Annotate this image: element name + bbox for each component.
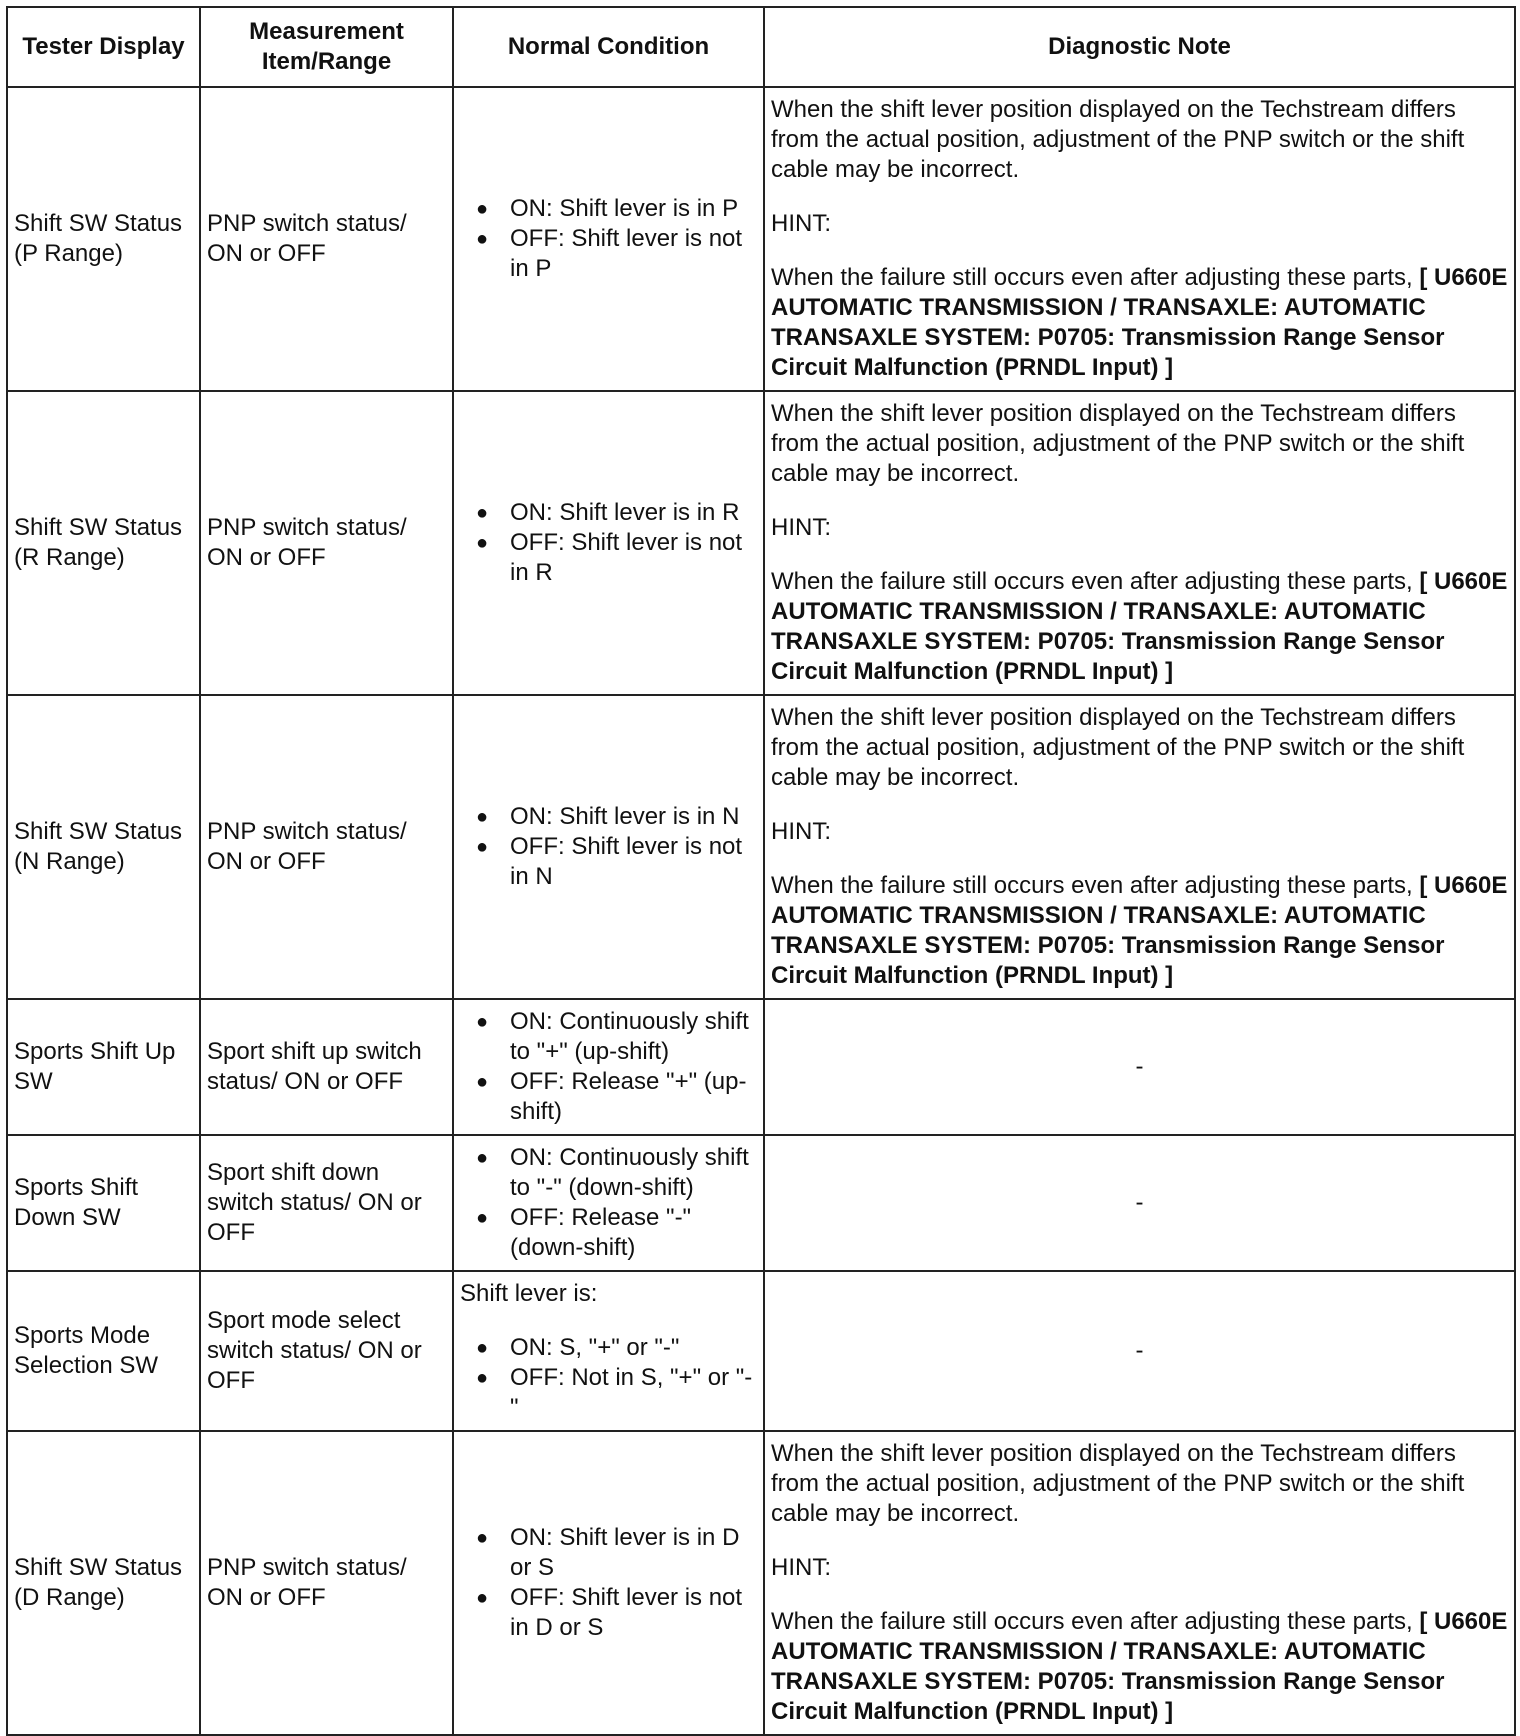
condition-item: ● OFF: Shift lever is not in D or S [460, 1583, 757, 1643]
table-row [7, 87, 1515, 391]
condition-item: ● ON: S, "+" or "-" [460, 1333, 757, 1363]
normal-condition-cell [453, 695, 764, 999]
condition-item: ● OFF: Not in S, "+" or "-" [460, 1363, 757, 1423]
note-intro: When the shift lever position displayed on the Techstream differs from the actual position, adjustment of the PNP switch or the shift cable may be incorrect. [771, 400, 1465, 487]
header-normal-condition: Normal Condition [453, 7, 764, 87]
normal-condition-cell [453, 999, 764, 1135]
tester-display-cell: Shift SW Status (R Range) [7, 391, 200, 695]
condition-item: ● OFF: Shift lever is not in N [460, 832, 757, 892]
table-row [7, 391, 1515, 695]
table-row [7, 695, 1515, 999]
normal-condition-cell [453, 391, 764, 695]
condition-item: ● OFF: Shift lever is not in R [460, 528, 757, 588]
normal-condition-cell [453, 1135, 764, 1271]
diagnostic-note-cell: - [764, 1135, 1515, 1271]
condition-item: ● OFF: Release "+" (up-shift) [460, 1067, 757, 1127]
tester-display-cell: Shift SW Status (P Range) [7, 87, 200, 391]
condition-item: ● ON: Shift lever is in N [460, 802, 757, 832]
diagnostic-note-cell [764, 1431, 1515, 1735]
diagnostic-note-cell [764, 391, 1515, 695]
condition-item: ● ON: Shift lever is in P [460, 194, 757, 224]
note-intro: When the shift lever position displayed on the Techstream differs from the actual position, adjustment of the PNP switch or the shift cable may be incorrect. [771, 1440, 1465, 1527]
condition-item: ● OFF: Release "-" (down-shift) [460, 1203, 757, 1263]
normal-condition-cell [453, 87, 764, 391]
normal-condition-cell [453, 1431, 764, 1735]
diagnostic-note-cell [764, 695, 1515, 999]
diagnostic-note-cell: - [764, 999, 1515, 1135]
tester-display-cell: Sports Mode Selection SW [7, 1271, 200, 1431]
tester-display-cell: Shift SW Status (D Range) [7, 1431, 200, 1735]
measurement-cell: PNP switch status/ ON or OFF [200, 1431, 453, 1735]
measurement-cell: PNP switch status/ ON or OFF [200, 391, 453, 695]
note-followup [771, 263, 1508, 383]
tester-display-cell: Sports Shift Down SW [7, 1135, 200, 1271]
measurement-cell: PNP switch status/ ON or OFF [200, 87, 453, 391]
note-reference-link[interactable]: [ U660E AUTOMATIC TRANSMISSION / TRANSAXLE: AUTOMATIC TRANSAXLE SYSTEM: P0705: Transmission Range Sensor Circuit Malfunction (PRNDL Input) ] [771, 568, 1508, 685]
data-list-table [6, 6, 1516, 1736]
table-row [7, 1431, 1515, 1735]
measurement-cell: Sport mode select switch status/ ON or OFF [200, 1271, 453, 1431]
condition-item: ● ON: Shift lever is in R [460, 498, 757, 528]
diagnostic-note-cell: - [764, 1271, 1515, 1431]
tester-display-cell: Sports Shift Up SW [7, 999, 200, 1135]
note-hint: HINT: [771, 818, 831, 845]
table-row [7, 999, 1515, 1135]
note-hint: HINT: [771, 210, 831, 237]
condition-item: ● ON: Shift lever is in D or S [460, 1523, 757, 1583]
note-reference-link[interactable]: [ U660E AUTOMATIC TRANSMISSION / TRANSAXLE: AUTOMATIC TRANSAXLE SYSTEM: P0705: Transmission Range Sensor Circuit Malfunction (PRNDL Input) ] [771, 1608, 1508, 1725]
diagnostic-note-cell [764, 87, 1515, 391]
table-row [7, 1271, 1515, 1431]
note-followup [771, 871, 1508, 991]
normal-condition-cell [453, 1271, 764, 1431]
header-row [7, 7, 1515, 87]
condition-intro: Shift lever is: [460, 1280, 598, 1307]
note-followup-text: When the failure still occurs even after adjusting these parts, [771, 1608, 1420, 1635]
note-followup-text: When the failure still occurs even after adjusting these parts, [771, 264, 1420, 291]
measurement-cell: Sport shift down switch status/ ON or OFF [200, 1135, 453, 1271]
note-hint: HINT: [771, 514, 831, 541]
header-diagnostic-note: Diagnostic Note [764, 7, 1515, 87]
condition-item: ● ON: Continuously shift to "+" (up-shift) [460, 1007, 757, 1067]
note-followup [771, 1607, 1508, 1727]
note-followup [771, 567, 1508, 687]
note-intro: When the shift lever position displayed on the Techstream differs from the actual position, adjustment of the PNP switch or the shift cable may be incorrect. [771, 704, 1465, 791]
measurement-cell: Sport shift up switch status/ ON or OFF [200, 999, 453, 1135]
note-reference-link[interactable]: [ U660E AUTOMATIC TRANSMISSION / TRANSAXLE: AUTOMATIC TRANSAXLE SYSTEM: P0705: Transmission Range Sensor Circuit Malfunction (PRNDL Input) ] [771, 872, 1508, 989]
note-intro: When the shift lever position displayed on the Techstream differs from the actual position, adjustment of the PNP switch or the shift cable may be incorrect. [771, 96, 1465, 183]
condition-item: ● OFF: Shift lever is not in P [460, 224, 757, 284]
note-followup-text: When the failure still occurs even after adjusting these parts, [771, 568, 1420, 595]
header-measurement-item: Measurement Item/Range [200, 7, 453, 87]
note-hint: HINT: [771, 1554, 831, 1581]
table-row [7, 1135, 1515, 1271]
tester-display-cell: Shift SW Status (N Range) [7, 695, 200, 999]
condition-item: ● ON: Continuously shift to "-" (down-shift) [460, 1143, 757, 1203]
note-reference-link[interactable]: [ U660E AUTOMATIC TRANSMISSION / TRANSAXLE: AUTOMATIC TRANSAXLE SYSTEM: P0705: Transmission Range Sensor Circuit Malfunction (PRNDL Input) ] [771, 264, 1508, 381]
header-tester-display: Tester Display [7, 7, 200, 87]
measurement-cell: PNP switch status/ ON or OFF [200, 695, 453, 999]
note-followup-text: When the failure still occurs even after adjusting these parts, [771, 872, 1420, 899]
